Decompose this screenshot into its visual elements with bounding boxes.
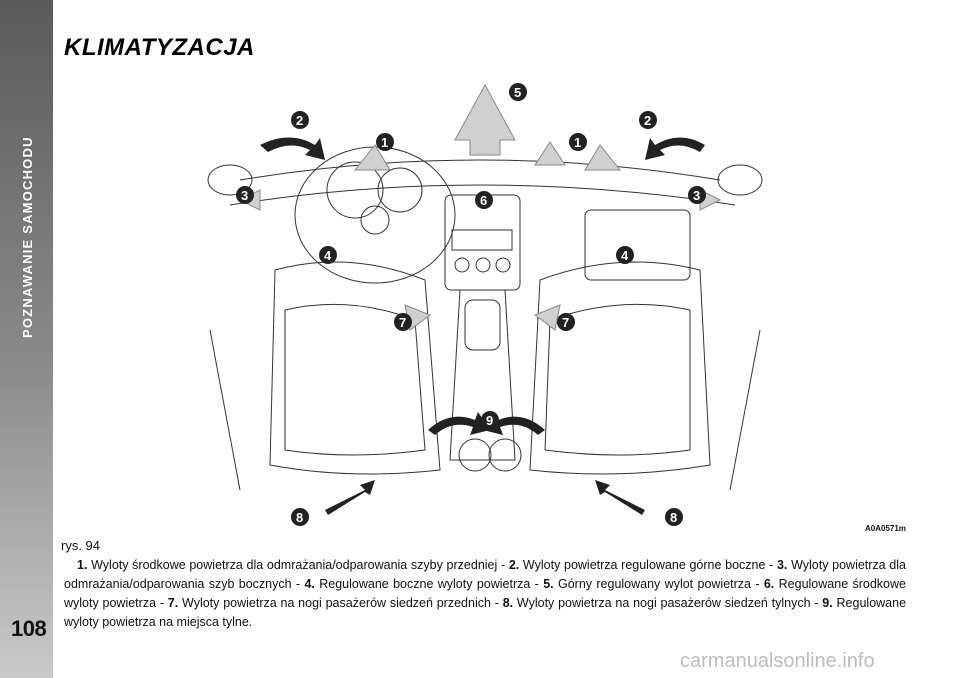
badge-8: 8 [670, 510, 678, 525]
caption-text-7: Wyloty powietrza na nogi pasażerów siedzeń przednich - [178, 596, 503, 610]
caption-num-9: 9. [822, 596, 833, 610]
caption-text-8: Wyloty powietrza na nogi pasażerów siedzeń tylnych - [513, 596, 823, 610]
caption-num-8: 8. [502, 596, 514, 610]
badge-4: 4 [324, 248, 332, 263]
caption-text-2: Wyloty powietrza regulowane górne boczne - [519, 558, 777, 572]
section-title-text: POZNAWANIE SAMOCHODU [20, 136, 35, 338]
figure-caption [64, 556, 906, 632]
badge-1: 1 [381, 135, 389, 150]
sidebar [0, 0, 53, 678]
badge-1: 1 [574, 135, 582, 150]
page-title: KLIMATYZACJA [64, 34, 255, 61]
badge-3: 3 [693, 188, 701, 203]
badge-9: 9 [486, 413, 494, 428]
caption-num-1: 1. [77, 558, 88, 572]
watermark: carmanualsonline.info [680, 650, 875, 672]
caption-text-1: Wyloty środkowe powietrza dla odmrażania/odparowania szyby przedniej - [87, 558, 509, 572]
badge-2: 2 [296, 113, 304, 128]
caption-num-6: 6. [763, 577, 775, 591]
badge-2: 2 [644, 113, 652, 128]
caption-text-3: Wyloty powietrza dla odmrażania/odparowania szyb bocznych - [64, 558, 906, 591]
page-number: 108 [11, 616, 47, 641]
badge-6: 6 [480, 193, 488, 208]
caption-text-9: Regulowane wyloty powietrza na miejsca tylne. [64, 596, 907, 629]
caption-num-2: 2. [508, 558, 520, 572]
caption-num-5: 5. [543, 577, 554, 591]
caption-num-4: 4. [304, 577, 315, 591]
caption-num-3: 3. [776, 558, 788, 572]
badge-4: 4 [621, 248, 629, 263]
car-interior-illustration [200, 70, 770, 530]
badge-3: 3 [241, 188, 249, 203]
badge-8: 8 [296, 510, 304, 525]
figure-code: A0A0571m [865, 524, 906, 533]
badge-5: 5 [514, 85, 522, 100]
badge-7: 7 [562, 315, 570, 330]
badge-7: 7 [399, 315, 407, 330]
caption-text-5: Górny regulowany wylot powietrza - [553, 577, 764, 591]
figure-air-vents [200, 70, 770, 530]
caption-text-6: Regulowane środkowe wyloty powietrza - [64, 577, 906, 610]
caption-text-4: Regulowane boczne wyloty powietrza - [314, 577, 544, 591]
section-title [8, 20, 46, 340]
figure-label: rys. 94 [61, 538, 101, 553]
caption-num-7: 7. [167, 596, 179, 610]
